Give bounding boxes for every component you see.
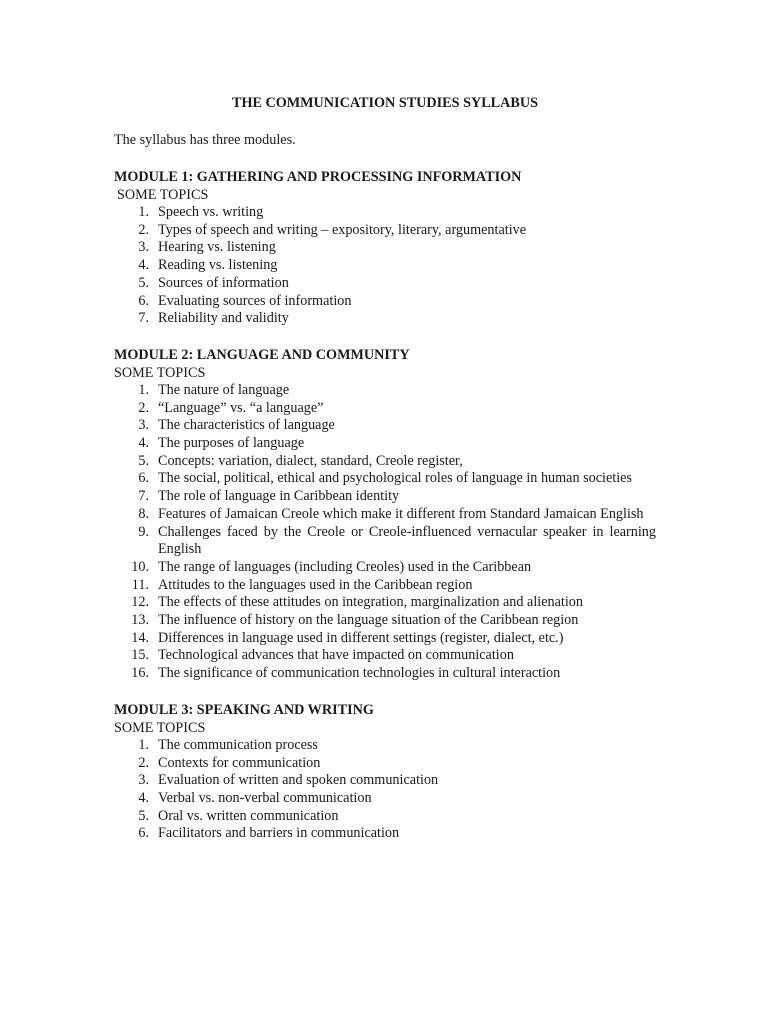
topic-item [114,204,656,222]
topic-number: 2. [138,221,149,238]
topic-text: Evaluation of written and spoken communication [158,772,439,789]
topic-item [114,665,656,683]
topic-item [114,239,656,257]
module-heading: MODULE 3: SPEAKING AND WRITING [114,701,374,718]
document-page [114,94,656,861]
topic-item [114,435,656,453]
topic-item [114,612,656,630]
topic-item [114,275,656,293]
topic-text: The role of language in Caribbean identity [158,488,400,505]
topic-number: 6. [138,470,149,487]
topic-number: 10. [131,558,149,575]
topic-text: Technological advances that have impacted on communication [158,647,514,664]
topic-text: Evaluating sources of information [158,292,352,309]
topic-text: Contexts for communication [158,754,321,771]
topic-number: 1. [138,736,149,753]
topic-number: 12. [131,594,149,611]
topic-item [114,630,656,648]
topic-number: 2. [138,399,149,416]
topic-text: Hearing vs. listening [158,239,276,256]
topic-number: 1. [138,204,149,220]
topic-text: Attitudes to the languages used in the Caribbean region [158,576,473,593]
module-heading: MODULE 2: LANGUAGE AND COMMUNITY [114,346,410,363]
topic-text: The influence of history on the language situation of the Caribbean region [158,612,579,629]
topic-text: Features of Jamaican Creole which make it different from Standard Jamaican English [158,505,644,522]
topic-item [114,577,656,595]
topic-number: 2. [138,754,149,771]
topic-item [114,647,656,665]
module-section-3 [114,701,656,843]
topic-text: The social, political, ethical and psychological roles of language in human societies [158,470,632,487]
topic-item [114,400,656,418]
module-heading: MODULE 1: GATHERING AND PROCESSING INFORMATION [114,169,522,185]
topic-number: 4. [138,435,149,452]
topic-item [114,772,656,790]
topic-item [114,222,656,240]
topic-number: 3. [138,239,149,256]
topic-item [114,755,656,773]
topic-number: 4. [138,257,149,274]
topic-text: The range of languages (including Creoles) used in the Caribbean [158,558,532,575]
topic-item [114,559,656,577]
topic-list [114,204,656,328]
topic-item [114,825,656,843]
topic-text: Verbal vs. non-verbal communication [158,789,372,806]
topic-text: “Language” vs. “a language” [158,399,324,416]
topic-text: Facilitators and barriers in communication [158,825,400,842]
modules-container [114,168,656,843]
topic-item [114,310,656,328]
module-section-2 [114,346,656,683]
topic-text: Speech vs. writing [158,204,264,220]
topic-text: The nature of language [158,381,290,398]
topic-number: 14. [131,629,149,646]
topic-item [114,808,656,826]
topic-text: Sources of information [158,274,289,291]
intro-text: The syllabus has three modules. [114,132,296,148]
topic-item [114,594,656,612]
topic-item [114,382,656,400]
topic-item [114,790,656,808]
topic-text: Reading vs. listening [158,257,278,274]
topic-number: 5. [138,274,149,291]
topic-text: Concepts: variation, dialect, standard, Creole register, [158,452,463,469]
topic-number: 5. [138,452,149,469]
topic-text: Types of speech and writing – expository, literary, argumentative [158,221,527,238]
topic-item [114,737,656,755]
topics-label: SOME TOPICS [117,187,209,203]
topic-number: 11. [131,576,149,593]
topic-number: 15. [131,647,149,664]
topic-list [114,737,656,843]
topic-text: The purposes of language [158,435,305,452]
topic-number: 7. [138,310,149,327]
topic-item [114,293,656,311]
topic-item [114,257,656,275]
topic-text: Challenges faced by the Creole or Creole-influenced vernacular speaker in learning English [158,523,656,558]
module-section-1 [114,168,656,328]
topic-number: 3. [138,772,149,789]
topics-label: SOME TOPICS [114,719,206,736]
topic-text: The effects of these attitudes on integration, marginalization and alienation [158,594,583,611]
topic-number: 4. [138,789,149,806]
topic-item [114,488,656,506]
document-title: THE COMMUNICATION STUDIES SYLLABUS [231,95,538,111]
topic-number: 5. [138,807,149,824]
topic-number: 9. [138,523,149,540]
topics-label: SOME TOPICS [114,364,206,381]
topic-item [114,417,656,435]
topic-number: 8. [138,505,149,522]
topic-item [114,524,656,559]
topic-text: The characteristics of language [158,417,335,434]
topic-number: 3. [138,417,149,434]
topic-number: 16. [131,665,149,682]
topic-number: 6. [138,825,149,842]
topic-text: The significance of communication technologies in cultural interaction [158,665,561,682]
topic-number: 6. [138,292,149,309]
topic-text: Reliability and validity [158,310,289,327]
topic-list [114,382,656,683]
topic-number: 1. [138,381,149,398]
topic-number: 7. [138,488,149,505]
topic-text: Oral vs. written communication [158,807,339,824]
topic-text: The communication process [158,736,318,753]
topic-text: Differences in language used in different settings (register, dialect, etc.) [158,629,564,646]
topic-item [114,453,656,471]
topic-item [114,470,656,488]
topic-number: 13. [131,612,149,629]
topic-item [114,506,656,524]
